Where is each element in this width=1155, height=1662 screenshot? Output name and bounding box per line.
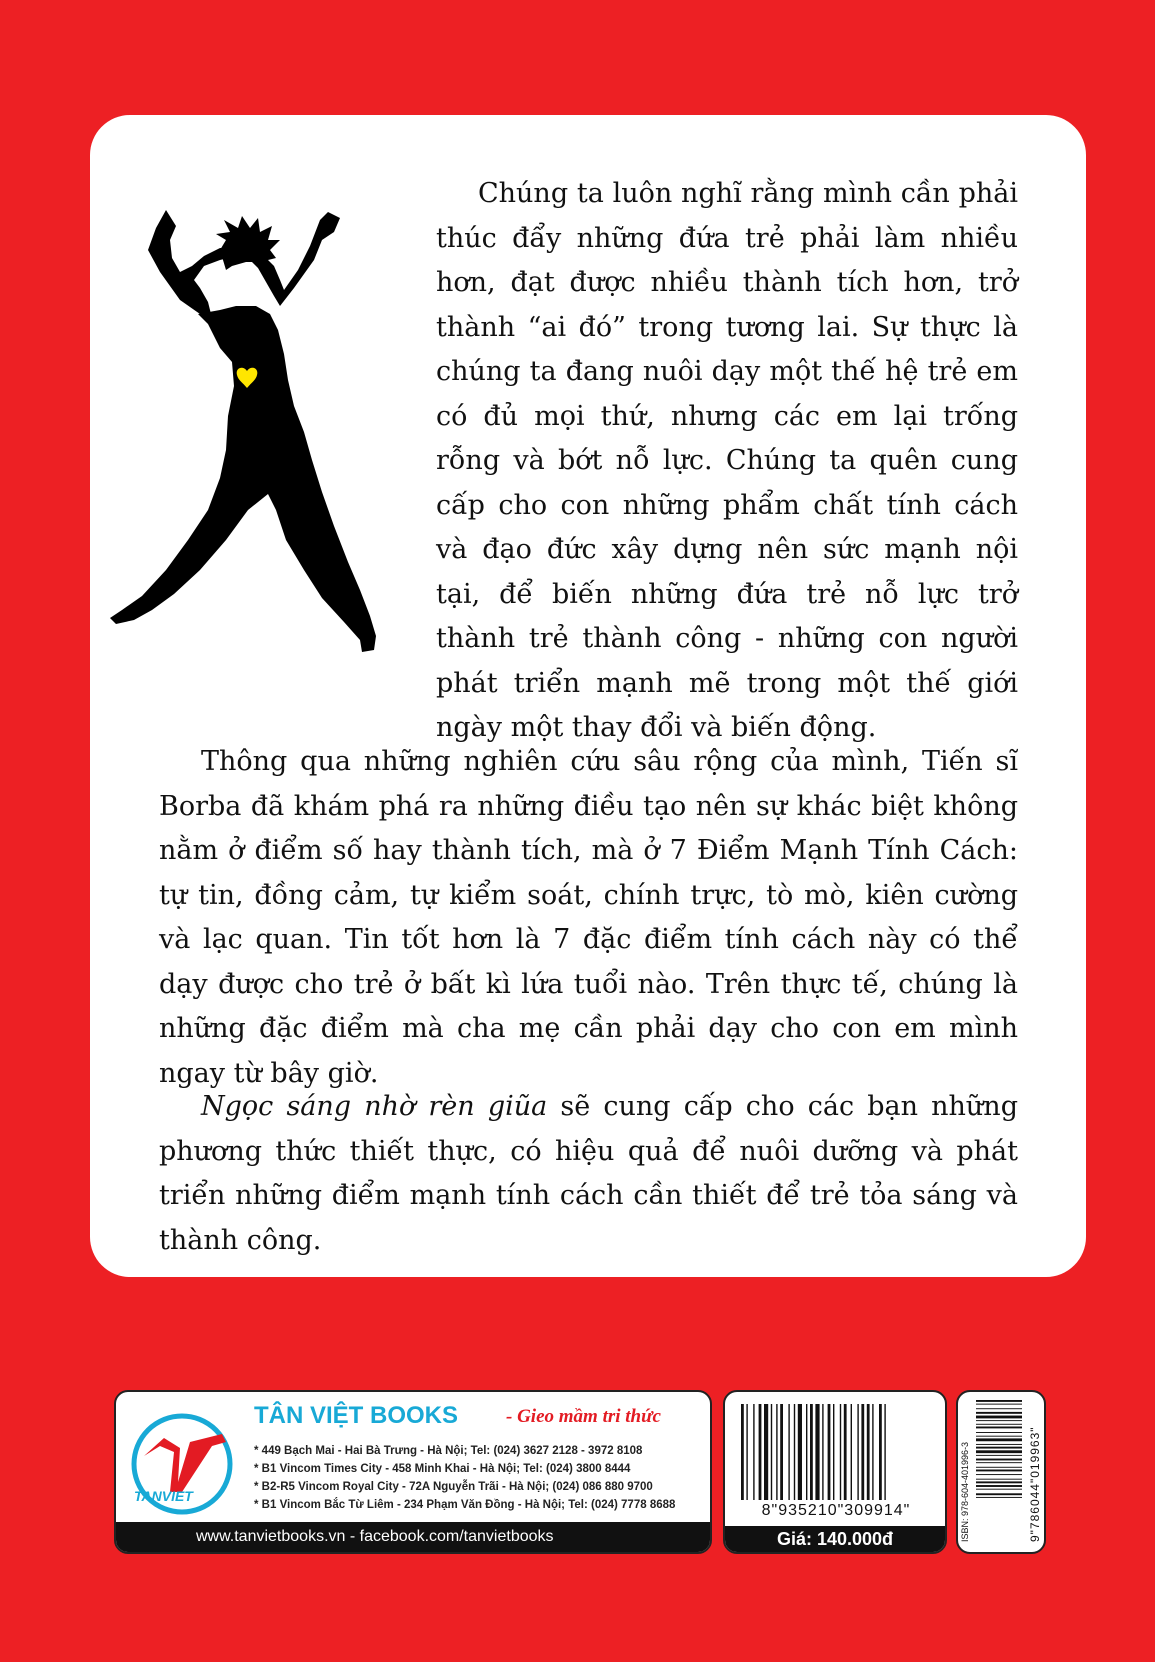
blurb-paragraph-3	[159, 1085, 1018, 1263]
price-label: Giá: 140.000đ	[725, 1526, 945, 1552]
blurb-paragraph-1: Chúng ta luôn nghĩ rằng mình cần phải thúc đẩy những đứa trẻ phải làm nhiều hơn, đạt được nhiều thành tích hơn, trở thành “ai đó” trong tương lai. Sự thực là chúng ta đang nuôi dạy một thế hệ trẻ em có đủ mọi thứ, nhưng các em lại trống rỗng và bớt nỗ lực. Chúng ta quên cung cấp cho con những phẩm chất tính cách và đạo đức xây dựng nên sức mạnh nội tại, để biến những đứa trẻ nỗ lực trở thành trẻ thành công - những con người phát triển mạnh mẽ trong một thế giới ngày một thay đổi và biến động.	[436, 178, 1018, 743]
address-item: * B1 Vincom Times City - 458 Minh Khai - Hà Nội; Tel: (024) 3800 8444	[254, 1463, 631, 1475]
website-footer: www.tanvietbooks.vn - facebook.com/tanvietbooks	[116, 1522, 710, 1552]
isbn-number: 9"786044"019963"	[1028, 1426, 1042, 1542]
publisher-slogan: - Gieo mầm tri thức	[506, 1406, 661, 1427]
isbn-barcode-icon	[976, 1398, 1022, 1530]
isbn-label: ISBN: 978-604-401996-3	[960, 1441, 970, 1542]
barcode-icon	[737, 1404, 933, 1504]
address-item: * B1 Vincom Bắc Từ Liêm - 234 Phạm Văn Đồng - Hà Nội; Tel: (024) 7778 8688	[254, 1499, 676, 1511]
address-list	[254, 1442, 675, 1514]
logo-wordmark: TANVIET	[134, 1488, 193, 1504]
address-item: * B2-R5 Vincom Royal City - 72A Nguyễn Trãi - Hà Nội; (024) 086 880 9700	[254, 1481, 653, 1493]
blurb-paragraph-2: Thông qua những nghiên cứu sâu rộng của mình, Tiến sĩ Borba đã khám phá ra những điều tạo nên sự khác biệt không nằm ở điểm số hay thành tích, mà ở 7 Điểm Mạnh Tính Cách: tự tin, đồng cảm, tự kiểm soát, chính trực, tò mò, kiên cường và lạc quan. Tin tốt hơn là 7 đặc điểm tính cách này có thể dạy được cho trẻ ở bất kì lứa tuổi nào. Trên thực tế, chúng là những đặc điểm mà cha mẹ cần phải dạy cho con em mình ngay từ bây giờ.	[159, 746, 1018, 1089]
barcode-number: 8"935210"309914"	[761, 1502, 911, 1519]
address-item: * 449 Bạch Mai - Hai Bà Trưng - Hà Nội; Tel: (024) 3627 2128 - 3972 8108	[254, 1445, 643, 1457]
isbn-panel	[956, 1390, 1046, 1554]
blurb-paragraph-3-text: sẽ cung cấp cho các bạn những phương thức thiết thực, có hiệu quả để nuôi dưỡng và phát triển những điểm mạnh tính cách cần thiết để trẻ tỏa sáng và thành công.	[159, 1091, 1018, 1256]
blurb-card	[90, 115, 1086, 1277]
book-title: Ngọc sáng nhờ rèn giũa	[201, 1091, 548, 1122]
barcode-panel	[723, 1390, 947, 1554]
jumping-child-silhouette	[108, 210, 428, 690]
publisher-panel	[114, 1390, 712, 1554]
publisher-name: TÂN VIỆT BOOKS	[254, 1402, 459, 1429]
